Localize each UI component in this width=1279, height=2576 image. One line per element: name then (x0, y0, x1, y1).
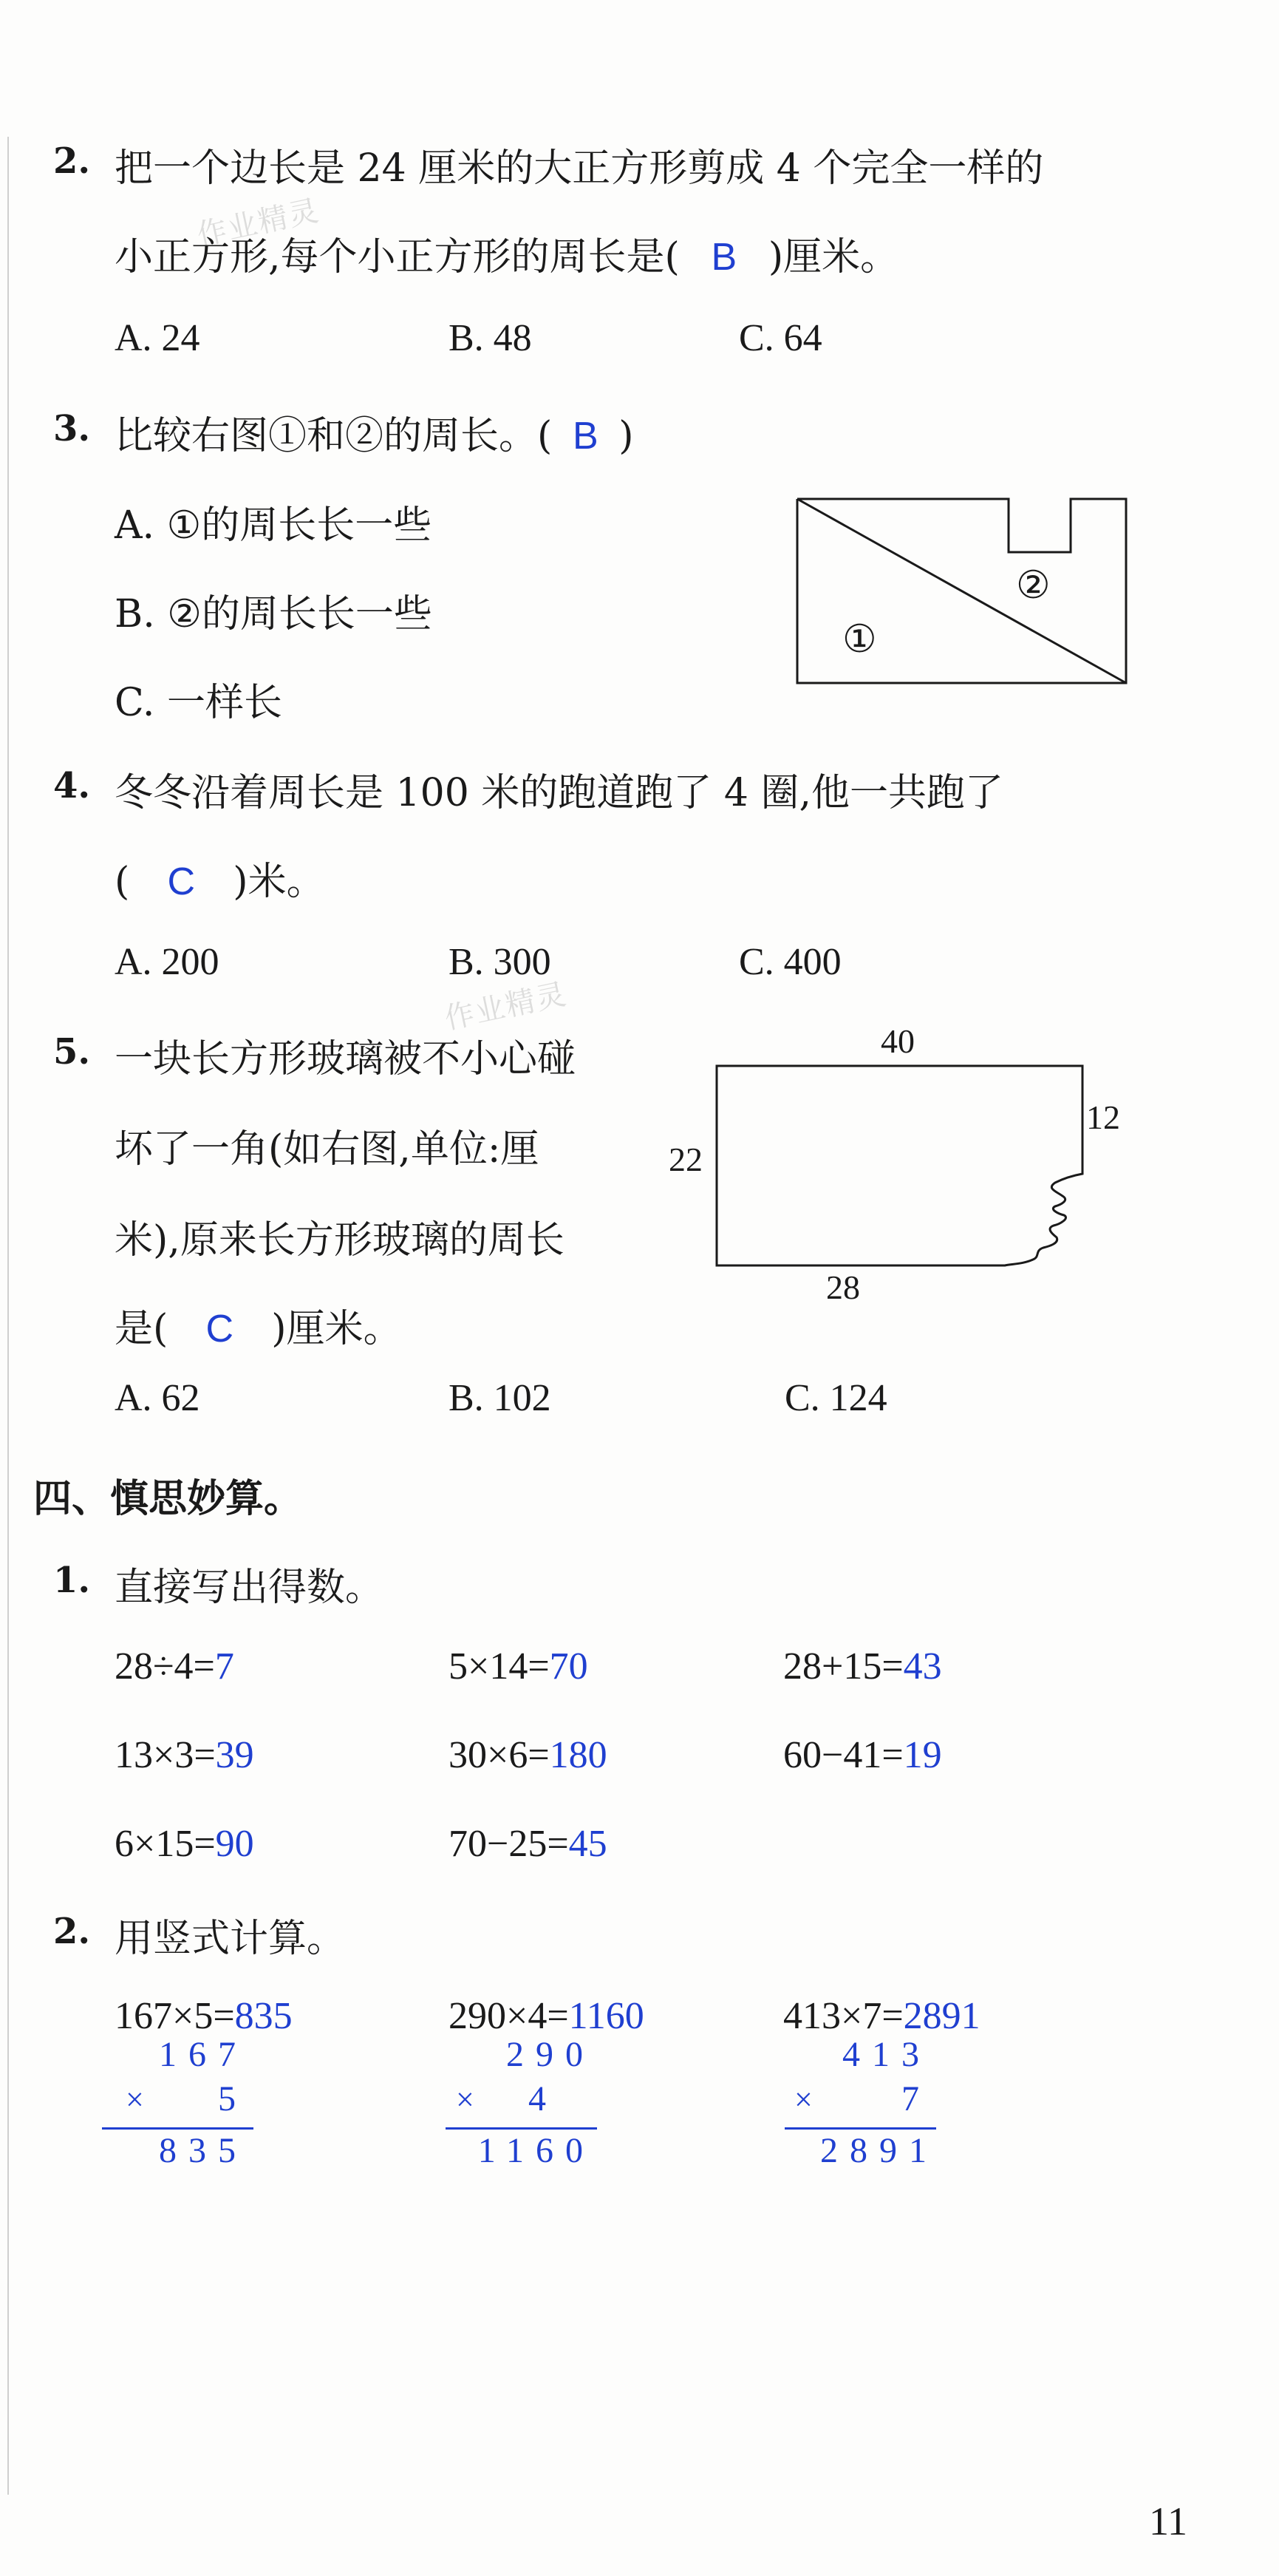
section4-title: 四、慎思妙算。 (33, 1476, 303, 1521)
q5-option-c: C. 124 (785, 1377, 887, 1419)
q3-option-c: C. 一样长 (115, 681, 282, 725)
q2-number: 2. (53, 140, 91, 182)
q3-number: 3. (53, 408, 91, 449)
q5-label-top: 40 (881, 1022, 915, 1060)
vertical-calc-line (446, 2127, 597, 2130)
vertical-calc-top: 167 (159, 2035, 248, 2074)
q4-number: 4. (53, 765, 91, 806)
vertical-calc-result: 2891 (820, 2131, 938, 2170)
q4-option-c: C. 400 (739, 941, 842, 983)
vertical-calc-result: 835 (159, 2131, 248, 2170)
watermark: 作业精灵 (441, 976, 570, 1036)
s4-p1-title: 直接写出得数。 (115, 1566, 384, 1610)
vertical-calc-top: 290 (506, 2035, 595, 2074)
watermark: 作业精灵 (194, 193, 323, 253)
calc-item: 6×15=90 (115, 1823, 254, 1865)
q5-label-bottom: 28 (826, 1268, 860, 1306)
vertical-calc-multiplier: 7 (901, 2079, 931, 2118)
q3-question: 比较右图①和②的周长。( B ) (115, 414, 634, 458)
vertical-calc-top: 413 (842, 2035, 931, 2074)
multiply-sign: × (126, 2081, 144, 2118)
q2-answer: B (711, 236, 737, 279)
vertical-calc-equation: 413×7=2891 (783, 1995, 980, 2037)
calc-item: 60−41=19 (783, 1734, 942, 1776)
q4-option-a: A. 200 (115, 941, 219, 983)
calc-item: 30×6=180 (448, 1734, 607, 1776)
s4-p2-number: 2. (53, 1911, 91, 1952)
calc-item: 28÷4=7 (115, 1645, 234, 1688)
vertical-calc-multiplier: 4 (528, 2079, 558, 2118)
vertical-calc-line (102, 2127, 253, 2130)
q4-option-b: B. 300 (448, 941, 551, 983)
calc-item: 13×3=39 (115, 1734, 254, 1776)
page-number: 11 (1149, 2499, 1187, 2543)
q5-line2: 坏了一角(如右图,单位:厘 (115, 1127, 539, 1172)
multiply-sign: × (794, 2081, 813, 2118)
q5-option-a: A. 62 (115, 1377, 200, 1419)
vertical-calc-equation: 167×5=835 (115, 1995, 293, 2037)
q3-answer: B (572, 415, 598, 458)
q5-answer: C (205, 1308, 234, 1350)
q5-line3: 米),原来长方形玻璃的周长 (115, 1218, 565, 1262)
s4-p2-title: 用竖式计算。 (115, 1917, 346, 1961)
q5-line4: 是( C )厘米。 (115, 1307, 402, 1351)
s4-p1-number: 1. (53, 1560, 91, 1601)
q2-option-c: C. 64 (739, 317, 822, 359)
margin-line (7, 137, 9, 2495)
q4-answer: C (167, 860, 196, 903)
q5-number: 5. (53, 1031, 91, 1073)
vertical-calc-line (785, 2127, 936, 2130)
calc-item: 5×14=70 (448, 1645, 588, 1688)
q2-option-b: B. 48 (448, 317, 532, 359)
q2-line2: 小正方形,每个小正方形的周长是( B )厘米。 (115, 235, 899, 279)
vertical-calc-equation: 290×4=1160 (448, 1995, 644, 2037)
vertical-calc-multiplier: 5 (218, 2079, 248, 2118)
q3-option-a: A. ①的周长长一些 (115, 503, 432, 548)
q5-label-right: 12 (1086, 1098, 1120, 1136)
q2-option-a: A. 24 (115, 317, 200, 359)
q2-line1: 把一个边长是 24 厘米的大正方形剪成 4 个完全一样的 (115, 146, 1044, 191)
q4-line1: 冬冬沿着周长是 100 米的跑道跑了 4 圈,他一共跑了 (115, 771, 1003, 815)
q3-region-2-label: ② (1016, 563, 1051, 608)
vertical-calc-result: 1160 (477, 2131, 595, 2170)
calc-item: 70−25=45 (448, 1823, 607, 1865)
q5-line1: 一块长方形玻璃被不小心碰 (115, 1037, 576, 1081)
q5-label-left: 22 (669, 1141, 703, 1178)
q5-option-b: B. 102 (448, 1377, 551, 1419)
q4-line2: ( C )米。 (115, 860, 325, 904)
q5-figure-outline (717, 1066, 1082, 1265)
q5-figure (709, 1057, 1094, 1279)
q3-region-1-label: ① (842, 617, 877, 662)
calc-item: 28+15=43 (783, 1645, 942, 1688)
multiply-sign: × (456, 2081, 474, 2118)
q3-option-b: B. ②的周长长一些 (115, 592, 432, 636)
